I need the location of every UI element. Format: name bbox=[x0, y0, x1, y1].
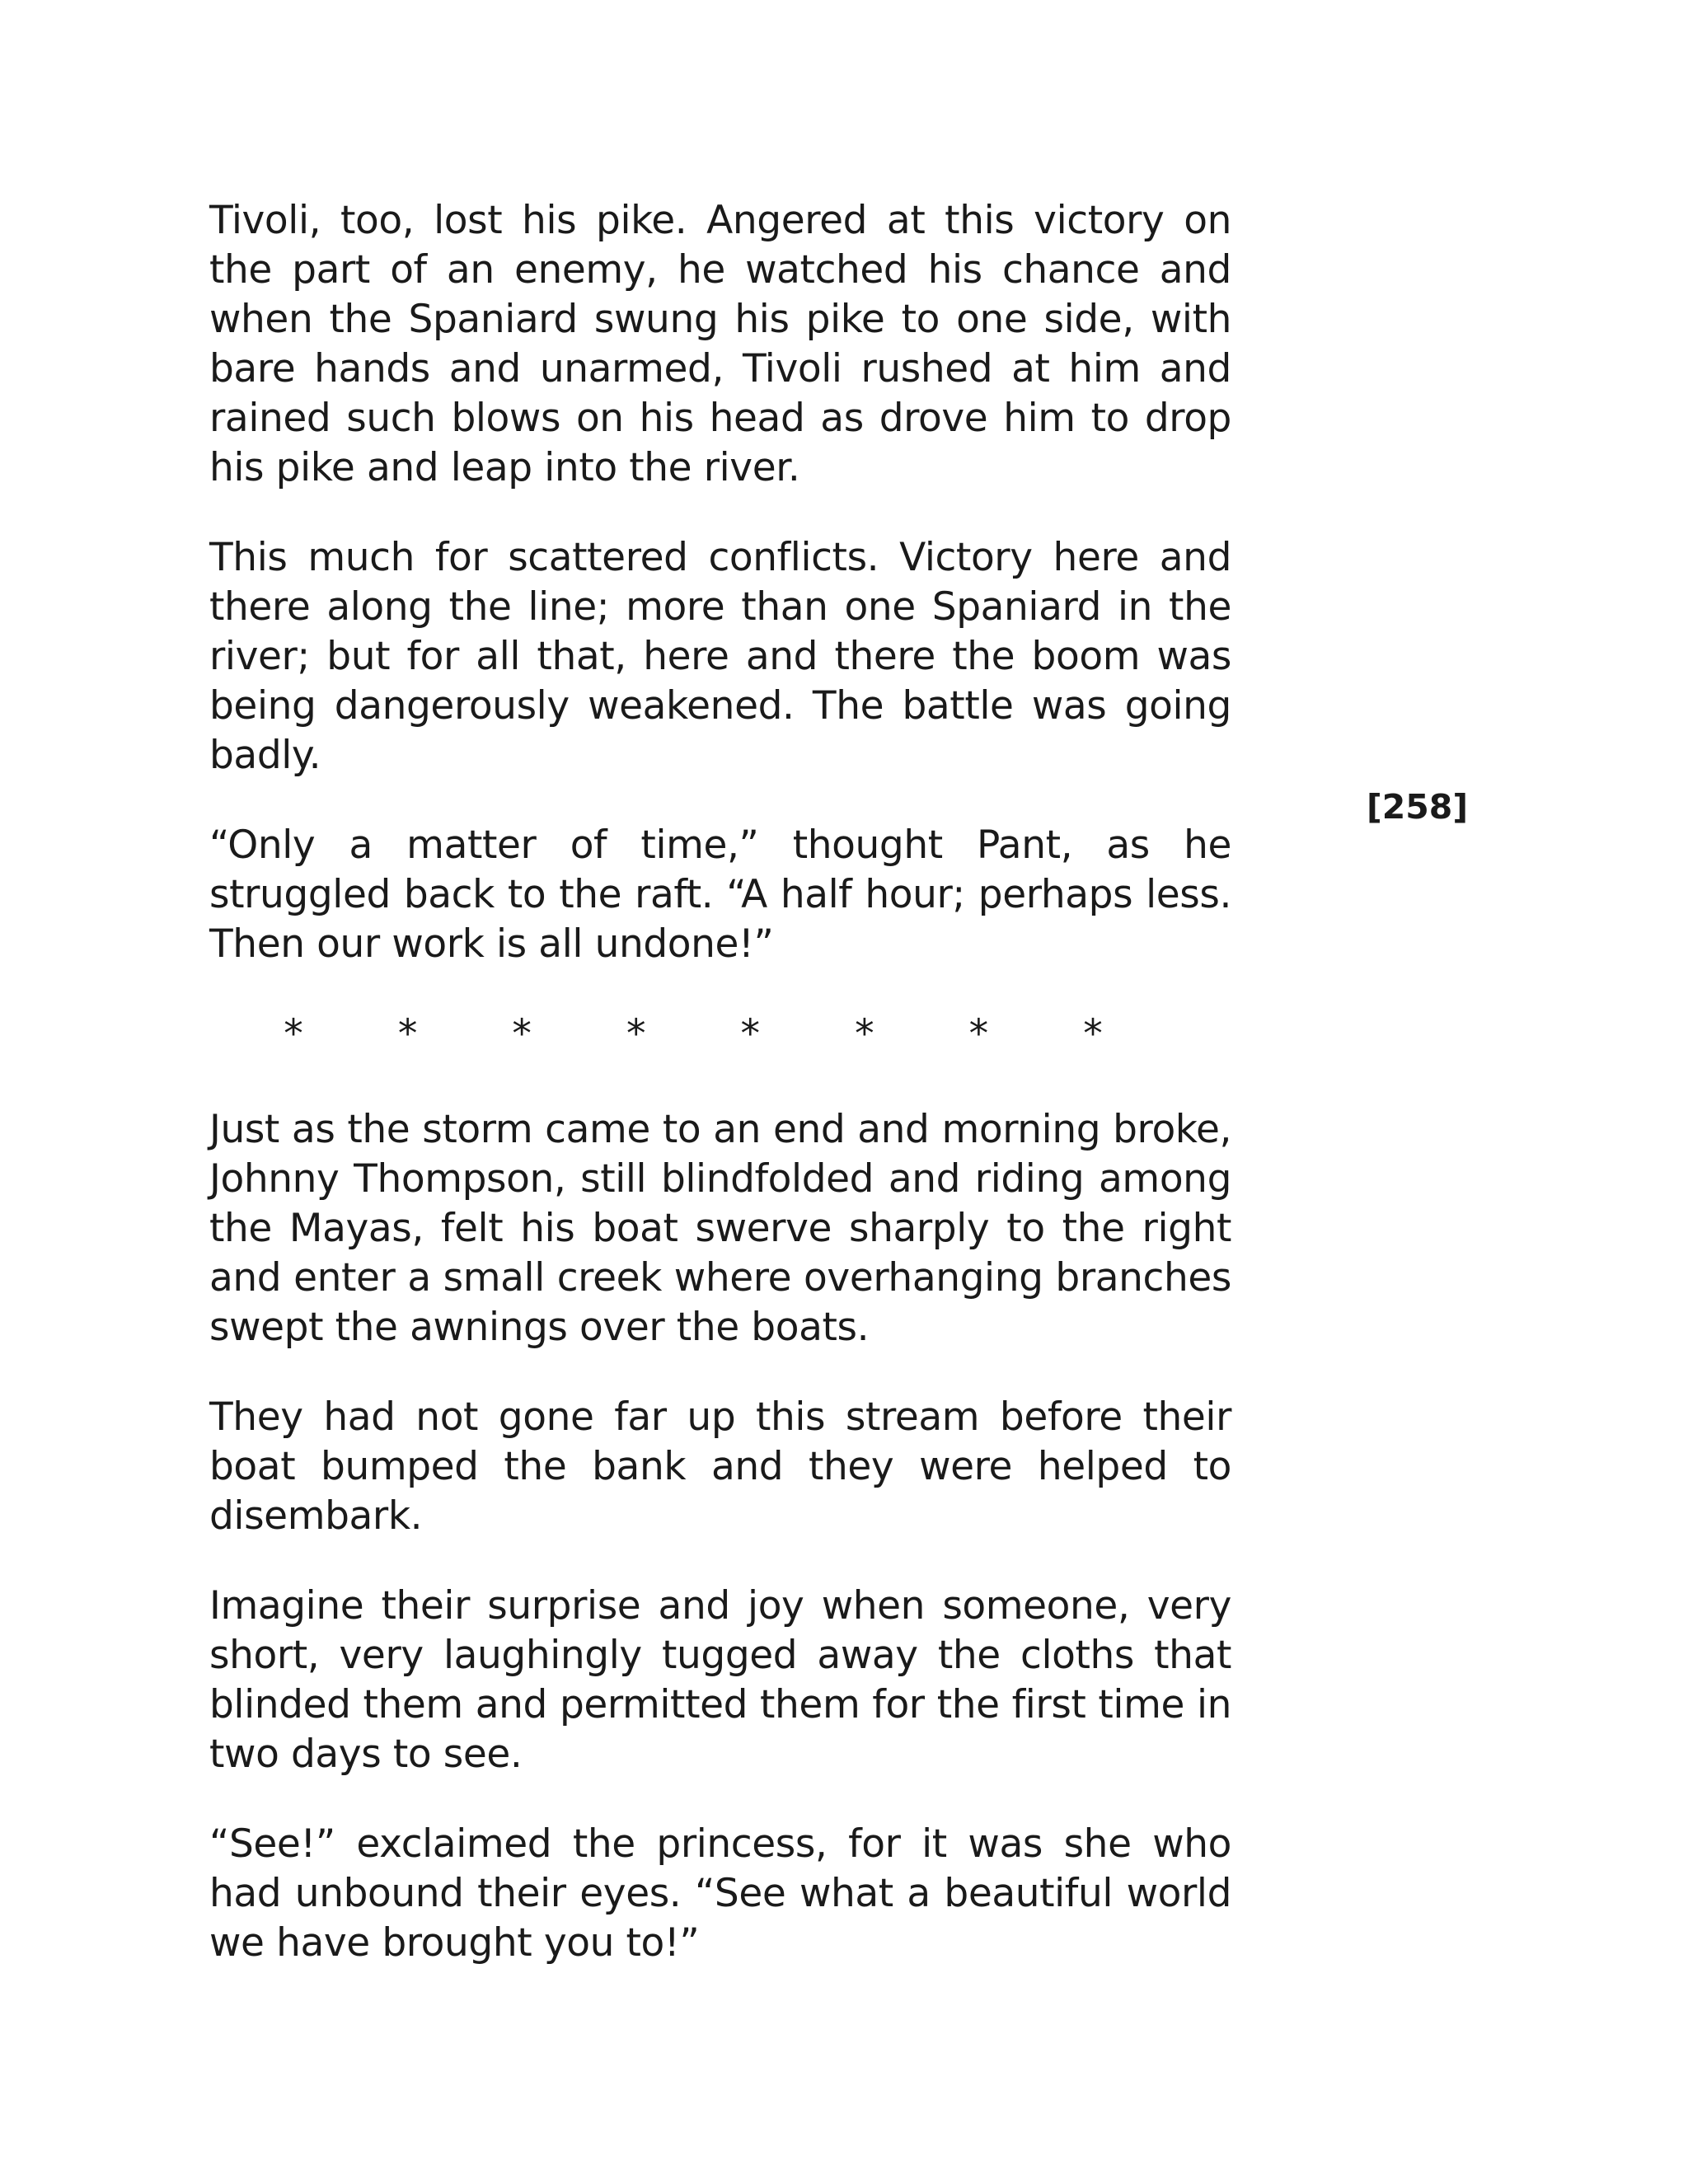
separator-asterisk: * bbox=[1083, 1011, 1103, 1057]
paragraph-1: Tivoli, too, lost his pike. Angered at this victory on the part of an enemy, he watched his chance and when the Spaniard swung his pike to one side, with bare hands and unarmed, Tivoli rushed at him and rained such blows on his head as drove him to drop his pike and leap into the river. bbox=[209, 198, 1231, 490]
separator-asterisk: * bbox=[512, 1011, 532, 1057]
paragraph-6: Imagine their surprise and joy when someone, very short, very laughingly tugged away the cloths that blinded them and permitted them for the first time in two days to see. bbox=[209, 1583, 1231, 1777]
separator-asterisk: * bbox=[740, 1011, 760, 1057]
separator-asterisk: * bbox=[855, 1011, 874, 1057]
paragraph-3: “Only a matter of time,” thought Pant, as he struggled back to the raft. “A half hour; perhaps less. Then our work is all undone!” bbox=[209, 823, 1231, 967]
separator-asterisk: * bbox=[397, 1011, 418, 1057]
paragraph-7: “See!” exclaimed the princess, for it was she who had unbound their eyes. “See what a beautiful world we have brought you to!” bbox=[209, 1821, 1231, 1966]
text-column bbox=[209, 196, 1231, 2008]
section-separator bbox=[277, 1010, 1109, 1059]
page-number: [258] bbox=[1367, 787, 1469, 827]
separator-asterisk: * bbox=[626, 1011, 646, 1057]
separator-asterisk: * bbox=[968, 1011, 989, 1057]
separator-asterisk: * bbox=[284, 1011, 303, 1057]
paragraph-4: Just as the storm came to an end and morning broke, Johnny Thompson, still blindfolded and riding among the Mayas, felt his boat swerve sharply to the right and enter a small creek where overhanging branches swept the awnings over the boats. bbox=[209, 1107, 1231, 1350]
paragraph-2: This much for scattered conflicts. Victory here and there along the line; more than one Spaniard in the river; but for all that, here and there the boom was being dangerously weakened. The battle was going badly. bbox=[209, 535, 1231, 778]
paragraph-5: They had not gone far up this stream before their boat bumped the bank and they were helped to disembark. bbox=[209, 1394, 1231, 1539]
